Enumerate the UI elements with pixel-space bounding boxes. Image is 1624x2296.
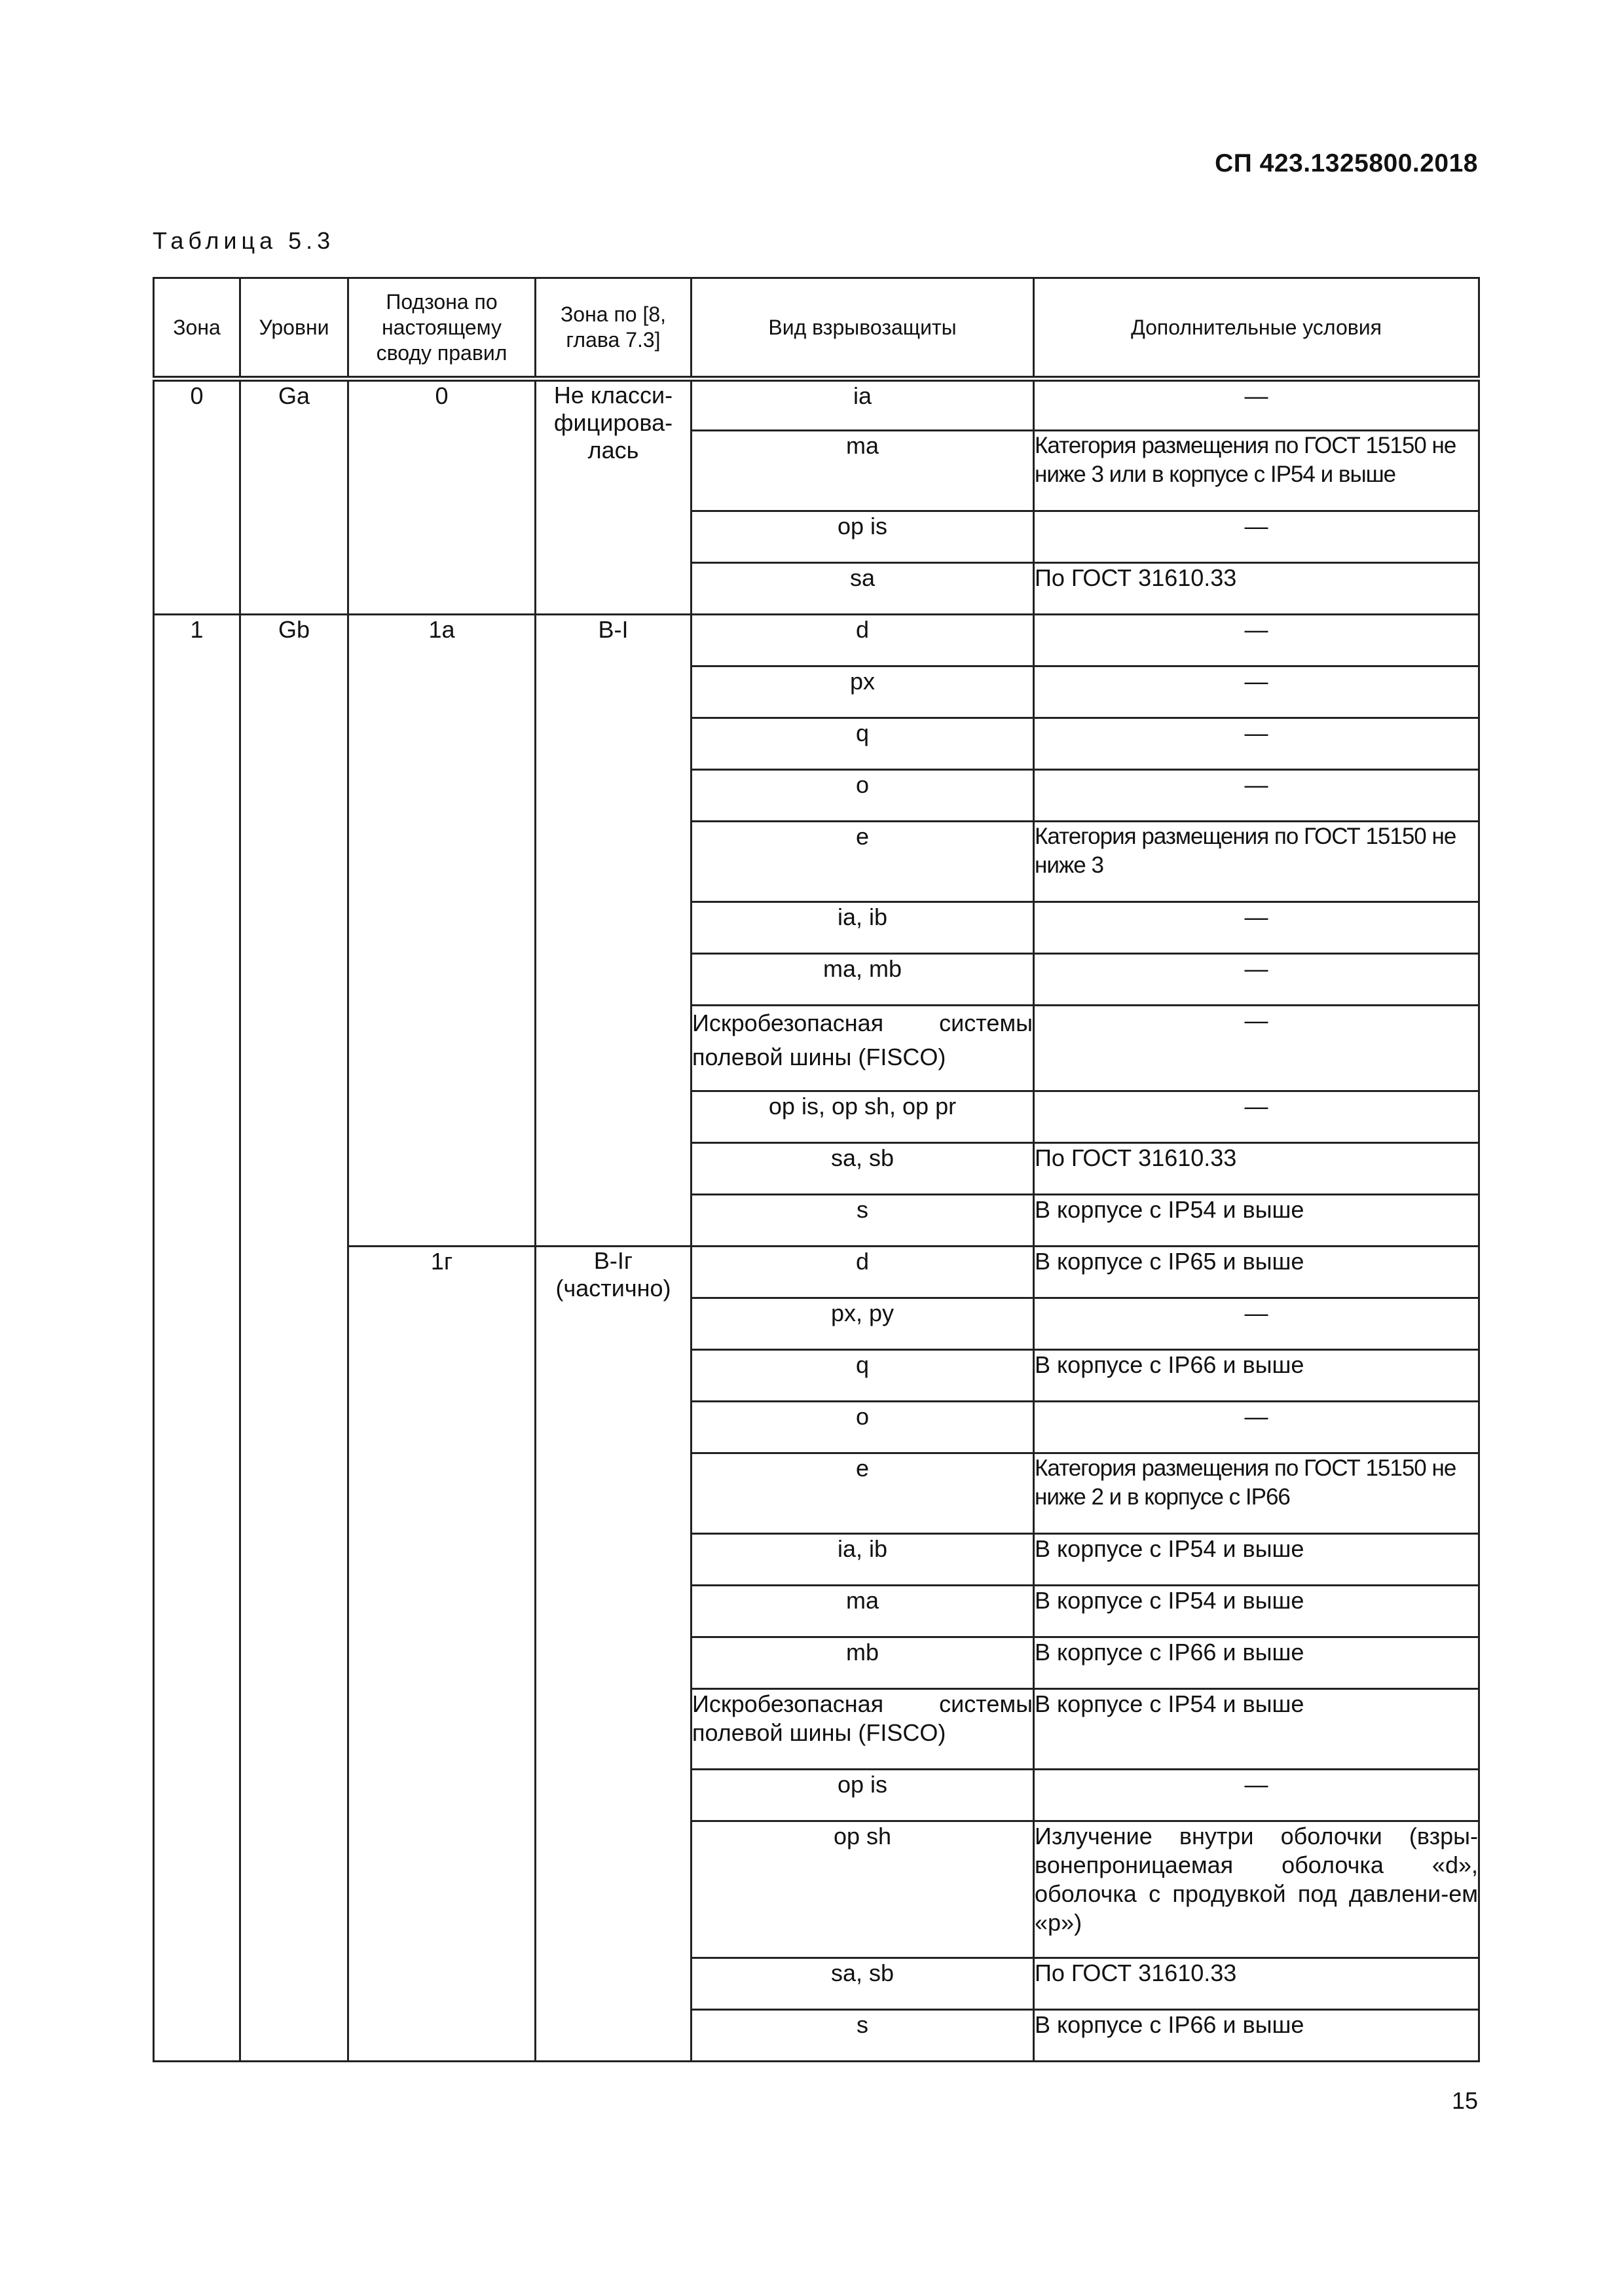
conditions-cell: В корпусе с IP54 и выше xyxy=(1034,1689,1479,1770)
conditions-cell: В корпусе с IP66 и выше xyxy=(1034,1637,1479,1689)
protection-type-cell: op is, op sh, op pr xyxy=(692,1091,1034,1143)
protection-type-cell: d xyxy=(692,615,1034,666)
conditions-cell: Категория размещения по ГОСТ 15150 не ниже 3 или в корпусе с IP54 и выше xyxy=(1034,431,1479,511)
protection-type-cell: e xyxy=(692,822,1034,902)
conditions-cell: — xyxy=(1034,1006,1479,1091)
protection-type-cell: q xyxy=(692,718,1034,770)
conditions-cell: — xyxy=(1034,902,1479,954)
header-levels: Уровни xyxy=(240,278,348,379)
protection-type-cell: ma xyxy=(692,1586,1034,1637)
conditions-cell: В корпусе с IP54 и выше xyxy=(1034,1586,1479,1637)
protection-type-cell: q xyxy=(692,1350,1034,1402)
zone-cell: 1 xyxy=(154,615,240,2062)
zone-cell: 0 xyxy=(154,379,240,615)
subzone-cell: 1а xyxy=(348,615,536,1247)
protection-type-cell: px xyxy=(692,666,1034,718)
protection-type-cell: Искробезопасная системы полевой шины (FISCO) xyxy=(692,1689,1034,1770)
protection-type-cell: o xyxy=(692,1402,1034,1453)
protection-type-cell: d xyxy=(692,1247,1034,1298)
conditions-cell: — xyxy=(1034,770,1479,822)
header-subzone: Подзона по настоящему своду правил xyxy=(348,278,536,379)
protection-type-cell: ma, mb xyxy=(692,954,1034,1006)
conditions-cell: Категория размещения по ГОСТ 15150 не ниже 3 xyxy=(1034,822,1479,902)
conditions-cell: — xyxy=(1034,1091,1479,1143)
table-header-row xyxy=(154,278,1479,379)
table-caption: Таблица 5.3 xyxy=(153,227,335,254)
level-cell: Gb xyxy=(240,615,348,2062)
protection-type-cell: mb xyxy=(692,1637,1034,1689)
conditions-cell: В корпусе с IP54 и выше xyxy=(1034,1534,1479,1586)
conditions-cell: — xyxy=(1034,666,1479,718)
subzone-cell: 1г xyxy=(348,1247,536,2062)
conditions-cell: — xyxy=(1034,511,1479,563)
zone-ref-cell: В-I xyxy=(536,615,692,1247)
table-row xyxy=(154,379,1479,431)
protection-type-cell: ia, ib xyxy=(692,902,1034,954)
protection-type-cell: op sh xyxy=(692,1821,1034,1958)
table-row xyxy=(154,615,1479,666)
level-cell: Ga xyxy=(240,379,348,615)
protection-type-cell: s xyxy=(692,2010,1034,2062)
conditions-cell: В корпусе с IP54 и выше xyxy=(1034,1195,1479,1247)
conditions-cell: — xyxy=(1034,1770,1479,1821)
conditions-cell: В корпусе с IP66 и выше xyxy=(1034,2010,1479,2062)
conditions-cell: По ГОСТ 31610.33 xyxy=(1034,563,1479,615)
conditions-cell: — xyxy=(1034,954,1479,1006)
explosion-protection-table xyxy=(153,277,1480,2062)
zone-ref-cell: В-Iг (частично) xyxy=(536,1247,692,2062)
protection-type-cell: sa, sb xyxy=(692,1958,1034,2010)
conditions-cell: — xyxy=(1034,718,1479,770)
header-zone-ref: Зона по [8, глава 7.3] xyxy=(536,278,692,379)
protection-type-cell: op is xyxy=(692,1770,1034,1821)
header-protection-type: Вид взрывозащиты xyxy=(692,278,1034,379)
protection-type-cell: e xyxy=(692,1453,1034,1534)
document-code: СП 423.1325800.2018 xyxy=(1215,149,1478,177)
protection-type-cell: ma xyxy=(692,431,1034,511)
page-number: 15 xyxy=(1451,2087,1478,2114)
conditions-cell: В корпусе с IP66 и выше xyxy=(1034,1350,1479,1402)
conditions-cell: В корпусе с IP65 и выше xyxy=(1034,1247,1479,1298)
protection-type-cell: ia xyxy=(692,379,1034,431)
protection-type-cell: Искробезопасная системы полевой шины (FISCO) xyxy=(692,1006,1034,1091)
conditions-cell: Категория размещения по ГОСТ 15150 не ниже 2 и в корпусе с IP66 xyxy=(1034,1453,1479,1534)
conditions-cell: — xyxy=(1034,1298,1479,1350)
conditions-cell: Излучение внутри оболочки (взры-вонепроницаемая оболочка «d», оболочка с продувкой под давлени-ем «р») xyxy=(1034,1821,1479,1958)
conditions-cell: По ГОСТ 31610.33 xyxy=(1034,1143,1479,1195)
table-row xyxy=(154,1247,1479,1298)
conditions-cell: По ГОСТ 31610.33 xyxy=(1034,1958,1479,2010)
protection-type-cell: px, py xyxy=(692,1298,1034,1350)
conditions-cell: — xyxy=(1034,379,1479,431)
header-conditions: Дополнительные условия xyxy=(1034,278,1479,379)
protection-type-cell: op is xyxy=(692,511,1034,563)
conditions-cell: — xyxy=(1034,1402,1479,1453)
protection-type-cell: ia, ib xyxy=(692,1534,1034,1586)
subzone-cell: 0 xyxy=(348,379,536,615)
protection-type-cell: sa, sb xyxy=(692,1143,1034,1195)
protection-type-cell: s xyxy=(692,1195,1034,1247)
conditions-cell: — xyxy=(1034,615,1479,666)
protection-type-cell: o xyxy=(692,770,1034,822)
header-zone: Зона xyxy=(154,278,240,379)
zone-ref-cell: Не класси-фицирова-лась xyxy=(536,379,692,615)
protection-type-cell: sa xyxy=(692,563,1034,615)
